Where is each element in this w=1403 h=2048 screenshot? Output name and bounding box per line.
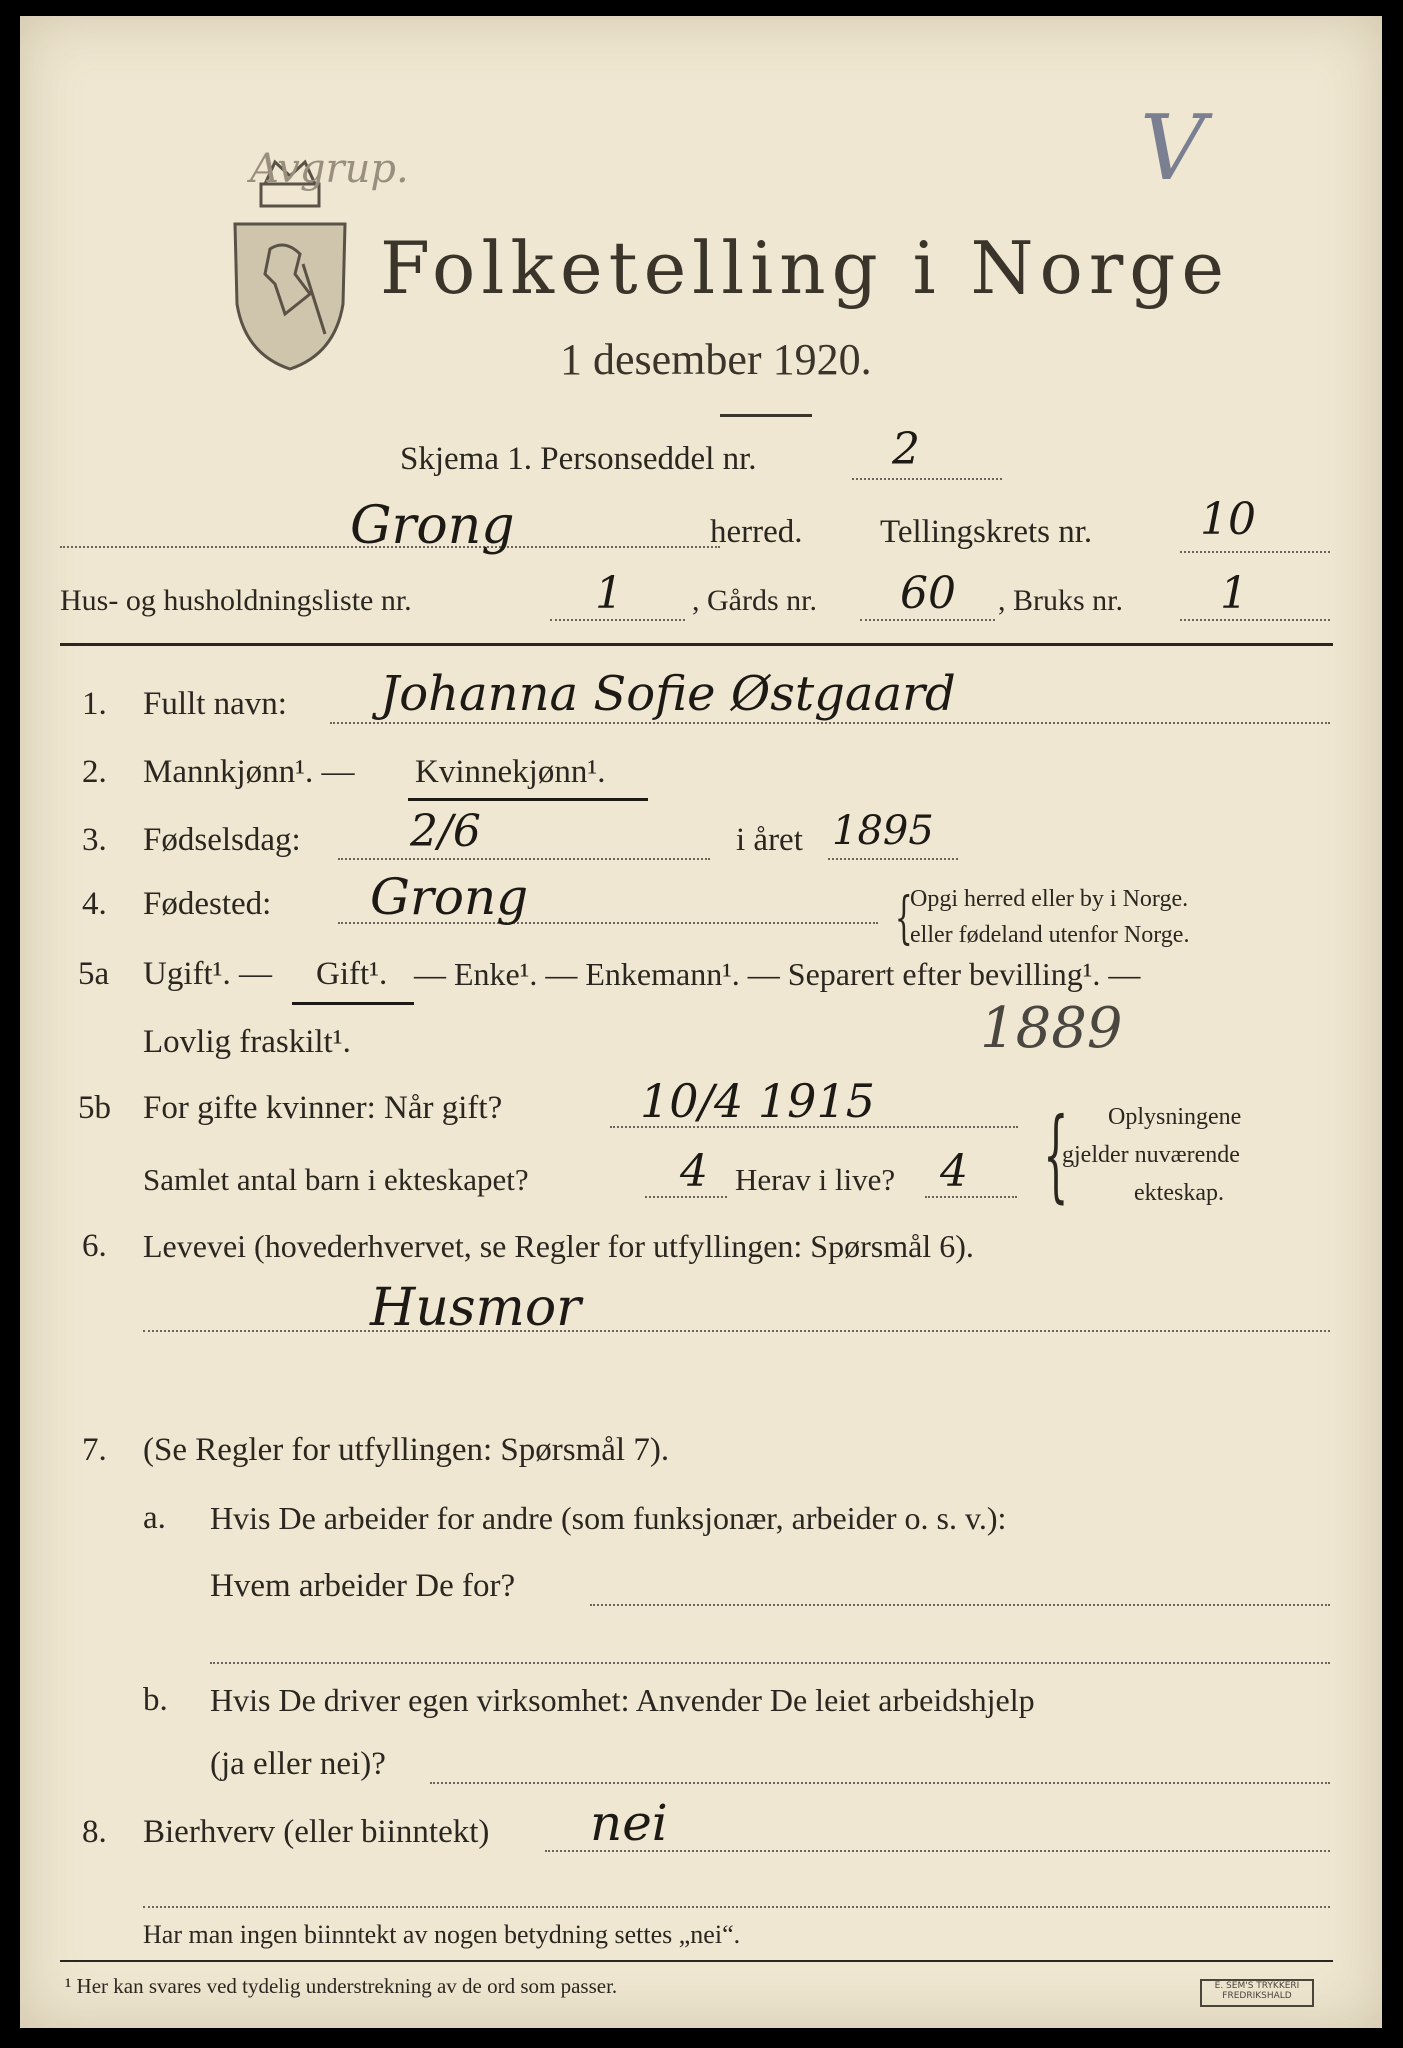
herred-name: Grong bbox=[350, 496, 515, 556]
printer-stamp: E. SEM'S TRYKKERI FREDRIKSHALD bbox=[1200, 1979, 1314, 2007]
household-list-number: 1 bbox=[595, 568, 623, 619]
q6-occupation-field[interactable] bbox=[143, 1330, 1330, 1332]
q5b-label: For gifte kvinner: Når gift? bbox=[143, 1090, 503, 1126]
q7a-employer-field[interactable] bbox=[590, 1604, 1330, 1606]
household-list-label: Hus- og husholdningsliste nr. bbox=[60, 584, 412, 617]
q5b-alive-count: 4 bbox=[940, 1146, 968, 1197]
check-mark: V bbox=[1140, 96, 1205, 201]
q4-note-line2: eller fødeland utenfor Norge. bbox=[910, 922, 1190, 948]
q4-birthplace: Grong bbox=[370, 868, 529, 926]
q2-number: 2. bbox=[82, 754, 107, 790]
q7b-letter: b. bbox=[143, 1682, 168, 1718]
q5b-when-married: 10/4 1915 bbox=[640, 1074, 875, 1128]
q5a-other-options[interactable]: — Enke¹. — Enkemann¹. — Separert efter bevilling¹. — bbox=[414, 956, 1141, 992]
faint-stamp-text: Avgrup. bbox=[250, 146, 409, 192]
q3-number: 3. bbox=[82, 822, 107, 858]
q5b-note-line2: gjelder nuværende bbox=[1062, 1142, 1240, 1168]
q4-number: 4. bbox=[82, 886, 107, 922]
q2-male-option[interactable]: Mannkjønn¹. — bbox=[143, 754, 355, 790]
q4-note-line1: Opgi herred eller by i Norge. bbox=[910, 886, 1189, 912]
q4-brace: { bbox=[894, 886, 913, 951]
tellingskrets-label: Tellingskrets nr. bbox=[880, 514, 1093, 550]
q5b-number: 5b bbox=[78, 1090, 111, 1126]
bruks-label: , Bruks nr. bbox=[998, 584, 1124, 617]
schema-number-field[interactable] bbox=[852, 478, 1002, 480]
q7b-text: Hvis De driver egen virksomhet: Anvender De leiet arbeidshjelp bbox=[210, 1682, 1035, 1718]
q8-number: 8. bbox=[82, 1814, 107, 1850]
title-divider bbox=[720, 414, 812, 417]
q3-year: 1895 bbox=[832, 808, 934, 854]
q5a-ugift-option[interactable]: Ugift¹. — bbox=[143, 956, 273, 992]
q8-label: Bierhverv (eller biinntekt) bbox=[143, 1814, 490, 1850]
q7b-question: (ja eller nei)? bbox=[210, 1746, 386, 1782]
q3-year-label: i året bbox=[736, 822, 803, 858]
q6-label: Levevei (hovederhvervet, se Regler for utfyllingen: Spørsmål 6). bbox=[143, 1228, 974, 1264]
q8-answer-field-2[interactable] bbox=[143, 1906, 1330, 1908]
q3-year-field[interactable] bbox=[828, 858, 958, 860]
bruks-number: 1 bbox=[1220, 568, 1248, 619]
q5a-fraskilt-option[interactable]: Lovlig fraskilt¹. bbox=[143, 1024, 351, 1060]
q1-number: 1. bbox=[82, 686, 107, 722]
q5b-note-line1: Oplysningene bbox=[1108, 1104, 1242, 1130]
q3-label: Fødselsdag: bbox=[143, 822, 301, 858]
census-form-sheet bbox=[20, 16, 1382, 2028]
q7b-answer-field[interactable] bbox=[430, 1782, 1330, 1784]
q5a-gift-option[interactable]: Gift¹. bbox=[316, 956, 388, 992]
q8-answer: nei bbox=[590, 1794, 668, 1852]
q2-female-option[interactable]: Kvinnekjønn¹. bbox=[415, 754, 606, 790]
household-list-field[interactable] bbox=[550, 619, 685, 621]
tellingskrets-number: 10 bbox=[1200, 494, 1256, 545]
q5b-alive-field[interactable] bbox=[925, 1196, 1017, 1198]
q5b-children-label: Samlet antal barn i ekteskapet? bbox=[143, 1162, 529, 1197]
q1-label: Fullt navn: bbox=[143, 686, 287, 722]
q5b-alive-label: Herav i live? bbox=[735, 1162, 896, 1197]
q4-label: Fødested: bbox=[143, 886, 272, 922]
q2-female-underline bbox=[408, 798, 648, 801]
herred-label: herred. bbox=[710, 514, 803, 550]
q7a-employer-field-2[interactable] bbox=[210, 1662, 1330, 1664]
q7a-letter: a. bbox=[143, 1500, 166, 1536]
footnote: ¹ Her kan svares ved tydelig understrekning av de ord som passer. bbox=[65, 1974, 618, 1998]
nei-note: Har man ingen biinntekt av nogen betydning settes „nei“. bbox=[143, 1920, 741, 1949]
q5b-note-line3: ekteskap. bbox=[1134, 1180, 1224, 1206]
q5a-number: 5a bbox=[78, 956, 110, 992]
q5b-brace: { bbox=[1043, 1096, 1069, 1213]
bruks-field[interactable] bbox=[1180, 619, 1330, 621]
q5b-children-count: 4 bbox=[680, 1146, 708, 1197]
q6-occupation: Husmor bbox=[370, 1278, 581, 1338]
q7-number: 7. bbox=[82, 1432, 107, 1468]
q7a-question: Hvem arbeider De for? bbox=[210, 1568, 516, 1604]
q5a-gift-underline bbox=[292, 1002, 414, 1005]
q5a-annotation: 1889 bbox=[980, 996, 1123, 1061]
q6-number: 6. bbox=[82, 1228, 107, 1264]
schema-label: Skjema 1. Personseddel nr. bbox=[400, 441, 757, 477]
form-title: Folketelling i Norge bbox=[380, 226, 1230, 310]
q3-birthday: 2/6 bbox=[410, 806, 481, 857]
gards-label: , Gårds nr. bbox=[692, 584, 817, 617]
form-date: 1 desember 1920. bbox=[560, 335, 872, 384]
q7a-text: Hvis De arbeider for andre (som funksjonær, arbeider o. s. v.): bbox=[210, 1500, 1007, 1536]
q1-full-name: Johanna Sofie Østgaard bbox=[380, 666, 956, 722]
gards-number: 60 bbox=[900, 568, 956, 619]
q7-label: (Se Regler for utfyllingen: Spørsmål 7). bbox=[143, 1432, 670, 1468]
tellingskrets-field[interactable] bbox=[1180, 551, 1330, 553]
schema-number: 2 bbox=[892, 424, 920, 475]
gards-field[interactable] bbox=[860, 619, 995, 621]
q1-name-field[interactable] bbox=[330, 722, 1330, 724]
header-rule bbox=[60, 643, 1333, 646]
q3-day-field[interactable] bbox=[338, 858, 710, 860]
footnote-rule bbox=[60, 1960, 1333, 1962]
